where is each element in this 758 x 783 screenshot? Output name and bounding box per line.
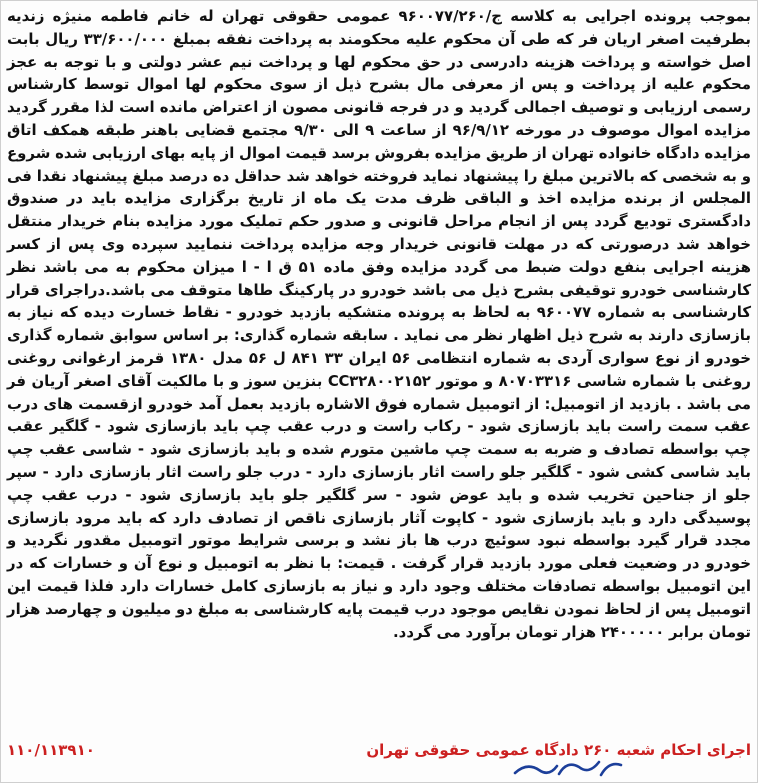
notice-code: ۱۱۰/۱۱۳۹۱۰ [7, 741, 95, 759]
notice-body: بموجب پرونده اجرایی به کلاسه ج/۹۶۰۰۷۷/۲۶۰ عمومی حقوقی تهران له خانم فاطمه منیژه زندیه بطرفیت اصغر اریان فر که طی آن محکوم علیه محکومند به پرداخت نفقه بمبلغ ۳۳/۶۰۰/۰۰۰ ریال بابت اصل خواسته و پرداخت هزینه دادرسی در حق محکوم لها و پرداخت نیم عشر دولتی و با توجه به عجز محکوم علیه از پرداخت و پس از معرفی مال بشرح ذیل از سوی محکوم لها اموال توسط کارشناس رسمی ارزیابی و توصیف اجمالی گردید و در فرجه قانونی مصون از اعتراض مانده است لذا مقرر گردید مزایده اموال موصوف در مورخه ۹۶/۹/۱۲ از ساعت ۹ الی ۹/۳۰ مجتمع قضایی باهنر طبقه همکف اتاق مزایده دادگاه خانواده تهران از طریق مزایده بفروش برسد قیمت اموال از پایه بهای ارزیابی شده شروع و به شخصی که بالاترین مبلغ را پیشنهاد نماید فروخته خواهد شد حداقل ده درصد مبلغ پیشنهاد نقدا فی المجلس از برنده مزایده اخذ و الباقی ظرف مدت یک ماه از تاریخ برگزاری مزایده باید در صندوق دادگستری تودیع گردد پس از انجام مراحل قانونی و صدور حکم تملیک مورد مزایده بنام خریدار منتقل خواهد شد درصورتی که در مهلت قانونی خریدار وجه مزایده پرداخت ننمایید سپرده وی پس از کسر هزینه اجرایی بنفع دولت ضبط می گردد مزایده وفق ماده ۵۱ ق ا - ا میزان محکوم به می باشد نظر کارشناسی خودرو توقیفی بشرح ذیل می باشد خودرو در پارکینگ طاها متوقف می باشد.دراجرای قرار کارشناسی به شماره ۹۶۰۰۷۷ به لحاظ به پرونده متشکیه بازدید خودرو - نقاط خسارت دیده که نیاز به بازسازی دارند به شرح ذیل اظهار نظر می نماید . سابقه شماره گذاری: بر اساس سوابق شماره گذاری خودرو از نوع سواری آردی به شماره انتظامی ۵۶ ایران ۳۳ ۸۴۱ ل ۵۶ مدل ۱۳۸۰ قرمز ارغوانی روغنی روغنی با شماره شاسی ۸۰۷۰۳۳۱۶ و موتور CC۳۲۸۰۰۲۱۵۲ بنزین سوز و با مالکیت آقای اصغر آریان فر می باشد . بازدید از اتومبیل: از اتومبیل شماره فوق الاشاره بازدید بعمل آمد خودرو ازقسمت های درب عقب سمت راست باید بازسازی شود - رکاب راست و درب عقب چپ باید بازسازی شود - گلگیر عقب چپ بواسطه تصادف و ضربه به سمت چپ ماشین متورم شده و باید بازسازی شود - شاسی عقب چپ باید شاسی کشی شود - گلگیر جلو راست اثار بازسازی دارد - درب جلو راست اثار بازسازی دارد - سپر جلو از جناحین تخریب شده و باید عوض شود - سر گلگیر جلو باید بازسازی شود - درب عقب چپ پوسیدگی دارد و باید بازسازی شود - کاپوت آثار بازسازی ناقص از تصادف دارد که باید مرود بازسازی مجدد قرار گیرد بواسطه نبود سوئیچ درب ها باز نشد و برسی شرایط موتور اتومبیل مقدور نگردید و خودرو در وضعیت فعلی مورد بازدید قرار گرفت . قیمت: با نظر به اتومبیل و نوع آن و خسارات که در این اتومبیل بواسطه تصادفات مختلف وجود دارد و نیاز به بازسازی کامل خسارات دارد فلذا قیمت این اتومبیل پس از لحاظ نمودن نقایص موجود درب قیمت پایه کارشناسی به مبلغ دو میلیون و چهارصد هزار تومان برابر ۲۴۰۰۰۰۰ هزار تومان برآورد می گردد. [7, 7, 751, 641]
handwritten-number-mark [509, 753, 629, 783]
issuing-office: اجرای احکام شعبه ۲۶۰ دادگاه عمومی حقوقی تهران [366, 741, 751, 759]
notice-footer [7, 741, 751, 765]
